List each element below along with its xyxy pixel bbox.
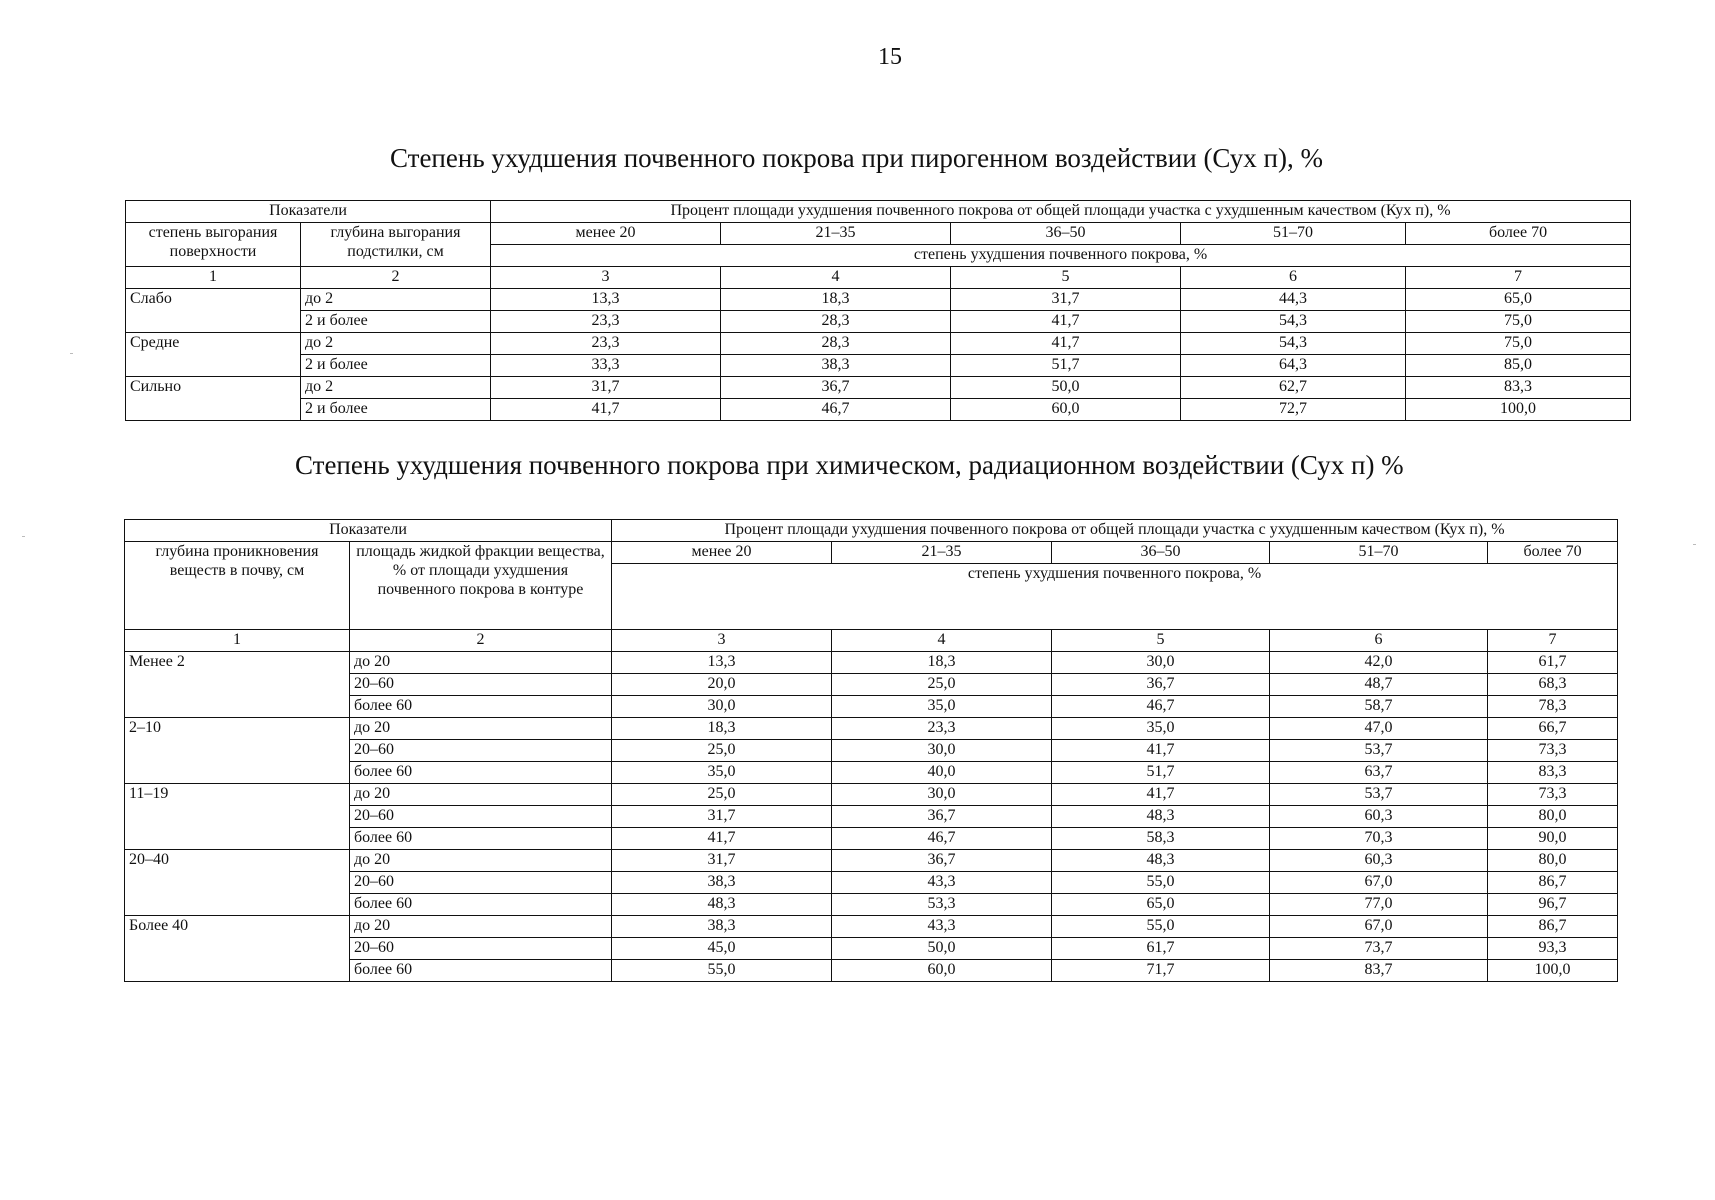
sub-label: до 20 [350, 850, 612, 872]
column-number: 4 [721, 267, 951, 289]
value-cell: 18,3 [832, 652, 1052, 674]
value-cell: 43,3 [832, 916, 1052, 938]
sub-label: 2 и более [301, 399, 491, 421]
value-cell: 46,7 [832, 828, 1052, 850]
column-number: 5 [1052, 630, 1270, 652]
sub-label: 20–60 [350, 740, 612, 762]
value-cell: 33,3 [491, 355, 721, 377]
value-cell: 48,3 [1052, 806, 1270, 828]
table-row [126, 399, 1631, 421]
value-cell: 30,0 [832, 740, 1052, 762]
range-header: 36–50 [951, 223, 1181, 245]
column-number: 1 [126, 267, 301, 289]
value-cell: 38,3 [612, 916, 832, 938]
value-cell: 58,7 [1270, 696, 1488, 718]
column-number: 4 [832, 630, 1052, 652]
range-header: менее 20 [491, 223, 721, 245]
table-row [125, 916, 1618, 938]
value-cell: 61,7 [1488, 652, 1618, 674]
value-cell: 93,3 [1488, 938, 1618, 960]
value-cell: 55,0 [1052, 872, 1270, 894]
value-cell: 48,3 [1052, 850, 1270, 872]
range-header: 21–35 [721, 223, 951, 245]
group-label: Менее 2 [125, 652, 350, 718]
value-cell: 35,0 [832, 696, 1052, 718]
table-row [126, 377, 1631, 399]
value-cell: 25,0 [832, 674, 1052, 696]
value-cell: 68,3 [1488, 674, 1618, 696]
liquid-fraction-header: площадь жидкой фракции вещества, % от площади ухудшения почвенного покрова в контуре [350, 542, 612, 630]
value-cell: 55,0 [612, 960, 832, 982]
table-row [126, 355, 1631, 377]
table-row [126, 289, 1631, 311]
value-cell: 25,0 [612, 784, 832, 806]
sub-label: более 60 [350, 828, 612, 850]
group-label: Слабо [126, 289, 301, 333]
value-cell: 60,3 [1270, 806, 1488, 828]
percent-area-header: Процент площади ухудшения почвенного покрова от общей площади участка с ухудшенным качеством (Кух п), % [612, 520, 1618, 542]
table2-title: Степень ухудшения почвенного покрова при химическом, радиационном воздействии (Сух п) % [295, 450, 1404, 480]
table-row [125, 652, 1618, 674]
range-header: 51–70 [1270, 542, 1488, 564]
column-number: 3 [612, 630, 832, 652]
value-cell: 72,7 [1181, 399, 1406, 421]
value-cell: 100,0 [1406, 399, 1631, 421]
scan-speck [70, 353, 73, 354]
value-cell: 41,7 [612, 828, 832, 850]
column-number: 2 [350, 630, 612, 652]
burn-degree-header: степень выгорания поверхности [126, 223, 301, 267]
column-number: 7 [1406, 267, 1631, 289]
value-cell: 30,0 [832, 784, 1052, 806]
value-cell: 48,7 [1270, 674, 1488, 696]
value-cell: 58,3 [1052, 828, 1270, 850]
pyrogenic-table-body [126, 201, 1631, 421]
sub-label: до 2 [301, 289, 491, 311]
sub-label: до 20 [350, 784, 612, 806]
value-cell: 28,3 [721, 333, 951, 355]
value-cell: 23,3 [491, 333, 721, 355]
value-cell: 65,0 [1052, 894, 1270, 916]
value-cell: 41,7 [951, 333, 1181, 355]
value-cell: 31,7 [612, 850, 832, 872]
sub-label: 20–60 [350, 806, 612, 828]
sub-label: до 2 [301, 333, 491, 355]
indicators-header: Показатели [125, 520, 612, 542]
sub-label: более 60 [350, 960, 612, 982]
value-cell: 30,0 [1052, 652, 1270, 674]
value-cell: 78,3 [1488, 696, 1618, 718]
column-number: 7 [1488, 630, 1618, 652]
burn-depth-header: глубина выгорания подстилки, см [301, 223, 491, 267]
value-cell: 62,7 [1181, 377, 1406, 399]
penetration-depth-header: глубина проникновения веществ в почву, см [125, 542, 350, 630]
value-cell: 44,3 [1181, 289, 1406, 311]
value-cell: 50,0 [832, 938, 1052, 960]
range-header: более 70 [1488, 542, 1618, 564]
sub-label: 20–60 [350, 674, 612, 696]
sub-label: более 60 [350, 894, 612, 916]
table-row [125, 850, 1618, 872]
value-cell: 86,7 [1488, 916, 1618, 938]
range-header: 21–35 [832, 542, 1052, 564]
column-number: 5 [951, 267, 1181, 289]
value-cell: 45,0 [612, 938, 832, 960]
value-cell: 28,3 [721, 311, 951, 333]
chemical-table-body [125, 520, 1618, 982]
page-number: 15 [878, 44, 902, 70]
table-row [126, 311, 1631, 333]
group-label: Более 40 [125, 916, 350, 982]
value-cell: 53,3 [832, 894, 1052, 916]
value-cell: 63,7 [1270, 762, 1488, 784]
value-cell: 30,0 [612, 696, 832, 718]
value-cell: 48,3 [612, 894, 832, 916]
value-cell: 36,7 [832, 850, 1052, 872]
value-cell: 85,0 [1406, 355, 1631, 377]
value-cell: 73,3 [1488, 740, 1618, 762]
column-number: 3 [491, 267, 721, 289]
value-cell: 61,7 [1052, 938, 1270, 960]
value-cell: 73,3 [1488, 784, 1618, 806]
value-cell: 60,0 [951, 399, 1181, 421]
sub-label: более 60 [350, 762, 612, 784]
range-header: 36–50 [1052, 542, 1270, 564]
value-cell: 86,7 [1488, 872, 1618, 894]
value-cell: 67,0 [1270, 872, 1488, 894]
sub-label: более 60 [350, 696, 612, 718]
value-cell: 50,0 [951, 377, 1181, 399]
sub-label: 20–60 [350, 872, 612, 894]
value-cell: 65,0 [1406, 289, 1631, 311]
column-number: 1 [125, 630, 350, 652]
value-cell: 83,7 [1270, 960, 1488, 982]
sub-label: до 20 [350, 652, 612, 674]
value-cell: 41,7 [1052, 740, 1270, 762]
value-cell: 41,7 [951, 311, 1181, 333]
value-cell: 54,3 [1181, 311, 1406, 333]
value-cell: 31,7 [491, 377, 721, 399]
range-header: 51–70 [1181, 223, 1406, 245]
value-cell: 55,0 [1052, 916, 1270, 938]
value-cell: 75,0 [1406, 333, 1631, 355]
value-cell: 35,0 [612, 762, 832, 784]
value-cell: 13,3 [612, 652, 832, 674]
value-cell: 54,3 [1181, 333, 1406, 355]
value-cell: 36,7 [721, 377, 951, 399]
value-cell: 36,7 [832, 806, 1052, 828]
column-number: 6 [1270, 630, 1488, 652]
value-cell: 43,3 [832, 872, 1052, 894]
value-cell: 41,7 [491, 399, 721, 421]
range-header: более 70 [1406, 223, 1631, 245]
group-label: 20–40 [125, 850, 350, 916]
value-cell: 60,0 [832, 960, 1052, 982]
group-label: 11–19 [125, 784, 350, 850]
value-cell: 51,7 [951, 355, 1181, 377]
group-label: 2–10 [125, 718, 350, 784]
value-cell: 51,7 [1052, 762, 1270, 784]
table-row [126, 333, 1631, 355]
value-cell: 13,3 [491, 289, 721, 311]
sub-label: до 2 [301, 377, 491, 399]
value-cell: 83,3 [1406, 377, 1631, 399]
value-cell: 60,3 [1270, 850, 1488, 872]
column-number: 2 [301, 267, 491, 289]
value-cell: 66,7 [1488, 718, 1618, 740]
value-cell: 73,7 [1270, 938, 1488, 960]
value-cell: 53,7 [1270, 740, 1488, 762]
value-cell: 38,3 [721, 355, 951, 377]
value-cell: 23,3 [491, 311, 721, 333]
sub-label: до 20 [350, 718, 612, 740]
value-cell: 35,0 [1052, 718, 1270, 740]
table1-title: Степень ухудшения почвенного покрова при пирогенном воздействии (Сух п), % [390, 143, 1323, 173]
value-cell: 80,0 [1488, 806, 1618, 828]
value-cell: 90,0 [1488, 828, 1618, 850]
value-cell: 83,3 [1488, 762, 1618, 784]
table-row [125, 784, 1618, 806]
value-cell: 41,7 [1052, 784, 1270, 806]
value-cell: 25,0 [612, 740, 832, 762]
value-cell: 31,7 [612, 806, 832, 828]
table-row [125, 718, 1618, 740]
value-cell: 96,7 [1488, 894, 1618, 916]
value-cell: 53,7 [1270, 784, 1488, 806]
value-cell: 75,0 [1406, 311, 1631, 333]
value-cell: 64,3 [1181, 355, 1406, 377]
value-cell: 38,3 [612, 872, 832, 894]
column-number: 6 [1181, 267, 1406, 289]
value-cell: 67,0 [1270, 916, 1488, 938]
sub-label: 2 и более [301, 311, 491, 333]
value-cell: 46,7 [721, 399, 951, 421]
scan-speck [22, 536, 25, 537]
group-label: Средне [126, 333, 301, 377]
degree-header: степень ухудшения почвенного покрова, % [491, 245, 1631, 267]
range-header: менее 20 [612, 542, 832, 564]
value-cell: 100,0 [1488, 960, 1618, 982]
scan-speck [1693, 544, 1696, 545]
value-cell: 46,7 [1052, 696, 1270, 718]
indicators-header: Показатели [126, 201, 491, 223]
value-cell: 71,7 [1052, 960, 1270, 982]
value-cell: 42,0 [1270, 652, 1488, 674]
value-cell: 18,3 [612, 718, 832, 740]
value-cell: 77,0 [1270, 894, 1488, 916]
value-cell: 23,3 [832, 718, 1052, 740]
value-cell: 40,0 [832, 762, 1052, 784]
sub-label: 20–60 [350, 938, 612, 960]
group-label: Сильно [126, 377, 301, 421]
value-cell: 70,3 [1270, 828, 1488, 850]
value-cell: 31,7 [951, 289, 1181, 311]
sub-label: 2 и более [301, 355, 491, 377]
value-cell: 20,0 [612, 674, 832, 696]
pyrogenic-table [125, 200, 1631, 421]
chemical-table [124, 519, 1618, 982]
value-cell: 80,0 [1488, 850, 1618, 872]
degree-header: степень ухудшения почвенного покрова, % [612, 564, 1618, 630]
value-cell: 47,0 [1270, 718, 1488, 740]
percent-area-header: Процент площади ухудшения почвенного покрова от общей площади участка с ухудшенным качеством (Кух п), % [491, 201, 1631, 223]
value-cell: 18,3 [721, 289, 951, 311]
sub-label: до 20 [350, 916, 612, 938]
value-cell: 36,7 [1052, 674, 1270, 696]
